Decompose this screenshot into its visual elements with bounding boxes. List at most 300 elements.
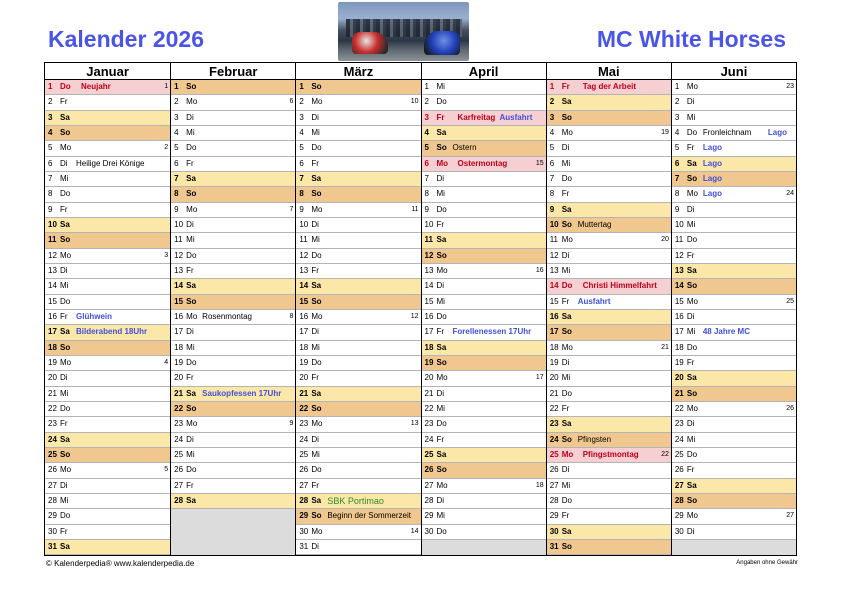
day-row[interactable] xyxy=(45,494,170,509)
day-event: Pfingsten xyxy=(577,434,612,444)
day-row[interactable] xyxy=(422,463,546,478)
day-row[interactable] xyxy=(296,295,420,310)
day-row[interactable] xyxy=(296,218,420,233)
weekday: Mo xyxy=(60,143,72,153)
day-number: 9 xyxy=(299,204,304,214)
day-row[interactable] xyxy=(422,325,546,340)
day-row[interactable] xyxy=(171,218,295,233)
day-row[interactable] xyxy=(422,417,546,432)
day-number: 8 xyxy=(174,189,179,199)
day-row[interactable] xyxy=(45,371,170,386)
day-row[interactable] xyxy=(672,387,796,402)
day-row[interactable] xyxy=(422,187,546,202)
day-row[interactable] xyxy=(171,463,295,478)
day-row[interactable] xyxy=(422,402,546,417)
day-row[interactable] xyxy=(422,141,546,156)
day-row[interactable] xyxy=(422,80,546,95)
day-row[interactable] xyxy=(422,509,546,524)
weekday: Sa xyxy=(561,311,572,321)
day-row[interactable] xyxy=(422,157,546,172)
day-row[interactable] xyxy=(296,494,420,509)
day-row[interactable] xyxy=(547,325,671,340)
day-row[interactable] xyxy=(672,172,796,187)
day-row[interactable] xyxy=(296,95,420,110)
day-row[interactable] xyxy=(422,218,546,233)
day-row[interactable] xyxy=(45,417,170,432)
day-event: Tag der Arbeit xyxy=(582,82,637,91)
day-number: 21 xyxy=(299,388,309,398)
weekday: Mo xyxy=(686,403,698,413)
day-row[interactable] xyxy=(422,95,546,110)
weekday: Sa xyxy=(686,480,697,490)
day-event: SBK Portimao xyxy=(327,495,384,506)
weekday: Fr xyxy=(561,189,570,199)
day-row[interactable] xyxy=(45,279,170,294)
day-row[interactable] xyxy=(296,402,420,417)
day-row[interactable] xyxy=(672,126,796,141)
day-row[interactable] xyxy=(547,203,671,218)
day-row[interactable] xyxy=(45,448,170,463)
day-row[interactable] xyxy=(45,80,170,95)
weekday: Mi xyxy=(311,342,320,352)
day-row[interactable] xyxy=(422,433,546,448)
weekday: Fr xyxy=(311,158,319,168)
day-row[interactable] xyxy=(547,402,671,417)
day-row[interactable] xyxy=(45,341,170,356)
day-row[interactable] xyxy=(171,494,295,509)
day-number: 23 xyxy=(424,419,434,429)
day-number: 28 xyxy=(174,495,184,505)
day-row[interactable] xyxy=(672,295,796,310)
day-row[interactable] xyxy=(296,233,420,248)
week-number: 26 xyxy=(786,404,795,412)
day-row[interactable] xyxy=(672,310,796,325)
day-number: 26 xyxy=(174,465,184,475)
day-row[interactable] xyxy=(422,172,546,187)
day-row[interactable] xyxy=(296,325,420,340)
day-row[interactable] xyxy=(422,279,546,294)
day-row[interactable] xyxy=(547,417,671,432)
day-row[interactable] xyxy=(296,249,420,264)
day-row[interactable] xyxy=(171,433,295,448)
day-number: 1 xyxy=(424,82,429,91)
day-row[interactable] xyxy=(171,157,295,172)
day-row[interactable] xyxy=(45,111,170,126)
weekday: Do xyxy=(60,189,71,199)
day-number: 26 xyxy=(424,465,434,475)
day-row[interactable] xyxy=(672,325,796,340)
day-row[interactable] xyxy=(171,111,295,126)
day-row[interactable] xyxy=(672,494,796,509)
day-row[interactable] xyxy=(547,111,671,126)
day-row[interactable] xyxy=(422,387,546,402)
day-row[interactable] xyxy=(422,264,546,279)
day-number: 25 xyxy=(549,449,559,459)
day-row[interactable] xyxy=(672,463,796,478)
day-number: 11 xyxy=(424,235,433,245)
weekday: Di xyxy=(686,311,695,321)
weekday: Do xyxy=(686,235,698,245)
day-row[interactable] xyxy=(672,509,796,524)
day-row[interactable] xyxy=(547,249,671,264)
day-row[interactable] xyxy=(422,249,546,264)
day-row[interactable] xyxy=(171,479,295,494)
day-row[interactable] xyxy=(171,325,295,340)
weekday: Di xyxy=(186,434,194,444)
day-row[interactable] xyxy=(547,509,671,524)
day-number: 14 xyxy=(424,281,434,291)
day-row[interactable] xyxy=(171,448,295,463)
month-header: April xyxy=(422,63,546,80)
day-number: 12 xyxy=(424,250,434,260)
day-row[interactable] xyxy=(296,540,420,555)
day-row[interactable] xyxy=(296,80,420,95)
weekday: Fr xyxy=(686,357,695,367)
day-row[interactable] xyxy=(422,341,546,356)
day-row[interactable] xyxy=(45,187,170,202)
day-row[interactable] xyxy=(171,387,295,402)
day-number: 19 xyxy=(674,357,684,367)
day-row[interactable] xyxy=(422,310,546,325)
weekday: So xyxy=(436,357,447,367)
day-row[interactable] xyxy=(296,356,420,371)
weekday: Di xyxy=(311,327,319,337)
weekday: So xyxy=(686,281,698,291)
day-number: 31 xyxy=(299,541,309,551)
day-row[interactable] xyxy=(171,203,295,218)
day-row[interactable] xyxy=(547,540,671,555)
day-row[interactable] xyxy=(45,203,170,218)
weekday: Fr xyxy=(686,143,695,153)
day-row[interactable] xyxy=(672,433,796,448)
day-row[interactable] xyxy=(672,95,796,110)
day-row[interactable] xyxy=(672,264,796,279)
day-row[interactable] xyxy=(171,295,295,310)
weekday: Mo xyxy=(311,419,323,429)
day-row[interactable] xyxy=(547,264,671,279)
day-number: 13 xyxy=(674,265,684,275)
day-number: 6 xyxy=(299,158,304,168)
weekday: Mi xyxy=(436,403,445,413)
day-row[interactable] xyxy=(672,249,796,264)
day-row[interactable] xyxy=(672,448,796,463)
day-row[interactable] xyxy=(296,203,420,218)
weekday: Mi xyxy=(60,173,69,183)
day-row[interactable] xyxy=(296,264,420,279)
day-row[interactable] xyxy=(171,356,295,371)
day-row[interactable] xyxy=(672,203,796,218)
day-number: 12 xyxy=(174,250,184,260)
weekday: Mi xyxy=(561,480,571,490)
day-row[interactable] xyxy=(171,126,295,141)
weekday: Fr xyxy=(686,465,695,475)
day-row[interactable] xyxy=(547,172,671,187)
day-row[interactable] xyxy=(672,341,796,356)
weekday: Do xyxy=(186,250,197,260)
day-row[interactable] xyxy=(547,356,671,371)
day-row[interactable] xyxy=(45,295,170,310)
weekday: Fr xyxy=(436,112,445,122)
month-header: Februar xyxy=(171,63,295,80)
day-row[interactable] xyxy=(171,249,295,264)
day-row[interactable] xyxy=(296,111,420,126)
day-number: 28 xyxy=(549,495,559,505)
day-row[interactable] xyxy=(296,371,420,386)
weekday: So xyxy=(561,219,572,229)
day-row[interactable] xyxy=(45,325,170,340)
weekday: Fr xyxy=(60,419,68,429)
day-number: 13 xyxy=(48,265,57,275)
day-row[interactable] xyxy=(45,172,170,187)
day-row[interactable] xyxy=(547,187,671,202)
day-number: 8 xyxy=(674,189,680,199)
day-number: 24 xyxy=(299,434,309,444)
day-row[interactable] xyxy=(422,448,546,463)
day-row[interactable] xyxy=(296,448,420,463)
day-event: Pfingstmontag xyxy=(582,449,639,459)
day-row[interactable] xyxy=(45,433,170,448)
day-row[interactable] xyxy=(296,433,420,448)
day-event: Muttertag xyxy=(577,219,612,229)
day-row[interactable] xyxy=(547,218,671,233)
day-row[interactable] xyxy=(547,80,671,95)
weekday: Mi xyxy=(186,127,195,137)
day-row[interactable] xyxy=(45,525,170,540)
day-row[interactable] xyxy=(547,371,671,386)
weekday: So xyxy=(561,541,572,551)
weekday: So xyxy=(436,250,447,260)
empty-day-cell xyxy=(171,509,295,524)
day-number: 6 xyxy=(549,158,555,168)
day-number: 30 xyxy=(674,526,684,536)
day-row[interactable] xyxy=(296,341,420,356)
day-row[interactable] xyxy=(422,479,546,494)
day-row[interactable] xyxy=(171,264,295,279)
day-number: 12 xyxy=(48,250,57,260)
weekday: Mo xyxy=(561,342,573,352)
day-row[interactable] xyxy=(422,525,546,540)
day-row[interactable] xyxy=(171,279,295,294)
day-number: 1 xyxy=(48,82,53,91)
weekday: Di xyxy=(436,388,445,398)
day-row[interactable] xyxy=(296,310,420,325)
day-row[interactable] xyxy=(547,479,671,494)
day-number: 2 xyxy=(48,97,53,107)
weekday: Mi xyxy=(686,112,696,122)
day-row[interactable] xyxy=(547,341,671,356)
day-row[interactable] xyxy=(672,218,796,233)
day-row[interactable] xyxy=(171,371,295,386)
day-number: 10 xyxy=(674,219,684,229)
day-number: 27 xyxy=(549,480,559,490)
day-number: 15 xyxy=(674,296,684,306)
day-row[interactable] xyxy=(296,387,420,402)
day-row[interactable] xyxy=(45,157,170,172)
day-row[interactable] xyxy=(171,141,295,156)
day-row[interactable] xyxy=(296,172,420,187)
day-row[interactable] xyxy=(296,509,420,524)
day-row[interactable] xyxy=(45,540,170,555)
day-event: 48 Jahre MC xyxy=(702,327,750,337)
weekday: Di xyxy=(60,158,68,168)
weekday: Do xyxy=(60,403,71,413)
weekday: Di xyxy=(60,265,68,275)
day-row[interactable] xyxy=(171,417,295,432)
day-row[interactable] xyxy=(45,249,170,264)
month-header: März xyxy=(296,63,420,80)
day-row[interactable] xyxy=(422,371,546,386)
day-row[interactable] xyxy=(296,417,420,432)
week-number: 14 xyxy=(410,527,419,535)
day-number: 14 xyxy=(299,281,309,291)
day-number: 31 xyxy=(48,541,57,551)
day-row[interactable] xyxy=(45,264,170,279)
day-row[interactable] xyxy=(45,126,170,141)
weekday: Di xyxy=(311,112,319,122)
day-event: Bilderabend 18Uhr xyxy=(76,327,148,337)
day-row[interactable] xyxy=(171,172,295,187)
day-number: 17 xyxy=(174,327,184,337)
day-row[interactable] xyxy=(422,126,546,141)
day-number: 22 xyxy=(674,403,684,413)
weekday: Fr xyxy=(561,296,570,306)
day-row[interactable] xyxy=(45,218,170,233)
day-event: Neujahr xyxy=(81,82,111,91)
day-row[interactable] xyxy=(171,233,295,248)
calendar-grid xyxy=(44,62,797,556)
day-row[interactable] xyxy=(422,295,546,310)
weekday: Mo xyxy=(60,250,72,260)
day-row[interactable] xyxy=(45,509,170,524)
day-row[interactable] xyxy=(547,525,671,540)
weekday: Di xyxy=(686,419,695,429)
day-event-secondary: Lago xyxy=(767,127,787,137)
day-row[interactable] xyxy=(672,356,796,371)
day-row[interactable] xyxy=(45,141,170,156)
day-row[interactable] xyxy=(296,187,420,202)
weekday: Mo xyxy=(686,511,698,521)
day-row[interactable] xyxy=(672,417,796,432)
day-row[interactable] xyxy=(45,463,170,478)
day-event: Forellenessen 17Uhr xyxy=(452,327,532,337)
weekday: Fr xyxy=(186,480,194,490)
week-number: 8 xyxy=(289,312,294,320)
day-row[interactable] xyxy=(171,95,295,110)
day-number: 7 xyxy=(174,173,179,183)
weekday: Mo xyxy=(186,419,198,429)
day-number: 2 xyxy=(174,97,179,107)
day-row[interactable] xyxy=(296,141,420,156)
day-number: 30 xyxy=(549,526,559,536)
day-row[interactable] xyxy=(171,402,295,417)
weekday: So xyxy=(311,189,322,199)
day-row[interactable] xyxy=(547,494,671,509)
day-row[interactable] xyxy=(45,95,170,110)
weekday: Di xyxy=(186,327,194,337)
day-number: 21 xyxy=(174,388,184,398)
day-row[interactable] xyxy=(547,433,671,448)
day-row[interactable] xyxy=(171,341,295,356)
day-row[interactable] xyxy=(45,402,170,417)
day-row[interactable] xyxy=(422,494,546,509)
day-number: 7 xyxy=(424,173,429,183)
day-number: 21 xyxy=(674,388,684,398)
day-row[interactable] xyxy=(171,80,295,95)
day-row[interactable] xyxy=(422,111,546,126)
day-row[interactable] xyxy=(672,479,796,494)
weekday: So xyxy=(686,495,698,505)
weekday: Do xyxy=(561,388,572,398)
day-row[interactable] xyxy=(547,279,671,294)
day-number: 17 xyxy=(299,327,309,337)
day-number: 3 xyxy=(299,112,304,122)
day-number: 15 xyxy=(549,296,559,306)
day-row[interactable] xyxy=(672,371,796,386)
day-row[interactable] xyxy=(296,126,420,141)
day-row[interactable] xyxy=(422,233,546,248)
day-row[interactable] xyxy=(672,80,796,95)
day-row[interactable] xyxy=(672,525,796,540)
day-row[interactable] xyxy=(547,141,671,156)
month-header: Juni xyxy=(672,63,796,80)
day-row[interactable] xyxy=(672,157,796,172)
day-row[interactable] xyxy=(422,203,546,218)
day-row[interactable] xyxy=(45,479,170,494)
day-row[interactable] xyxy=(171,310,295,325)
day-number: 7 xyxy=(674,173,680,183)
day-row[interactable] xyxy=(45,356,170,371)
day-row[interactable] xyxy=(296,157,420,172)
day-row[interactable] xyxy=(547,310,671,325)
day-row[interactable] xyxy=(45,387,170,402)
day-number: 25 xyxy=(48,449,57,459)
day-event: Christi Himmelfahrt xyxy=(582,281,657,291)
day-row[interactable] xyxy=(672,279,796,294)
day-row[interactable] xyxy=(547,126,671,141)
day-number: 22 xyxy=(424,403,434,413)
day-row[interactable] xyxy=(422,356,546,371)
weekday: So xyxy=(186,403,197,413)
day-row[interactable] xyxy=(45,310,170,325)
day-number: 13 xyxy=(174,265,184,275)
day-row[interactable] xyxy=(547,295,671,310)
day-row[interactable] xyxy=(672,141,796,156)
day-row[interactable] xyxy=(672,111,796,126)
day-row[interactable] xyxy=(45,233,170,248)
day-number: 1 xyxy=(674,82,680,91)
day-row[interactable] xyxy=(171,187,295,202)
day-row[interactable] xyxy=(672,187,796,202)
day-row[interactable] xyxy=(296,279,420,294)
day-row[interactable] xyxy=(547,95,671,110)
day-row[interactable] xyxy=(547,448,671,463)
day-row[interactable] xyxy=(547,387,671,402)
weekday: Do xyxy=(311,465,322,475)
day-number: 9 xyxy=(48,204,53,214)
day-row[interactable] xyxy=(672,402,796,417)
day-row[interactable] xyxy=(547,157,671,172)
weekday: Do xyxy=(436,419,447,429)
day-row[interactable] xyxy=(296,525,420,540)
day-row[interactable] xyxy=(672,233,796,248)
weekday: Di xyxy=(561,357,570,367)
day-row[interactable] xyxy=(296,479,420,494)
day-row[interactable] xyxy=(547,463,671,478)
day-row[interactable] xyxy=(547,233,671,248)
day-row[interactable] xyxy=(296,463,420,478)
day-event: Fronleichnam xyxy=(702,127,752,137)
weekday: Fr xyxy=(60,311,68,321)
